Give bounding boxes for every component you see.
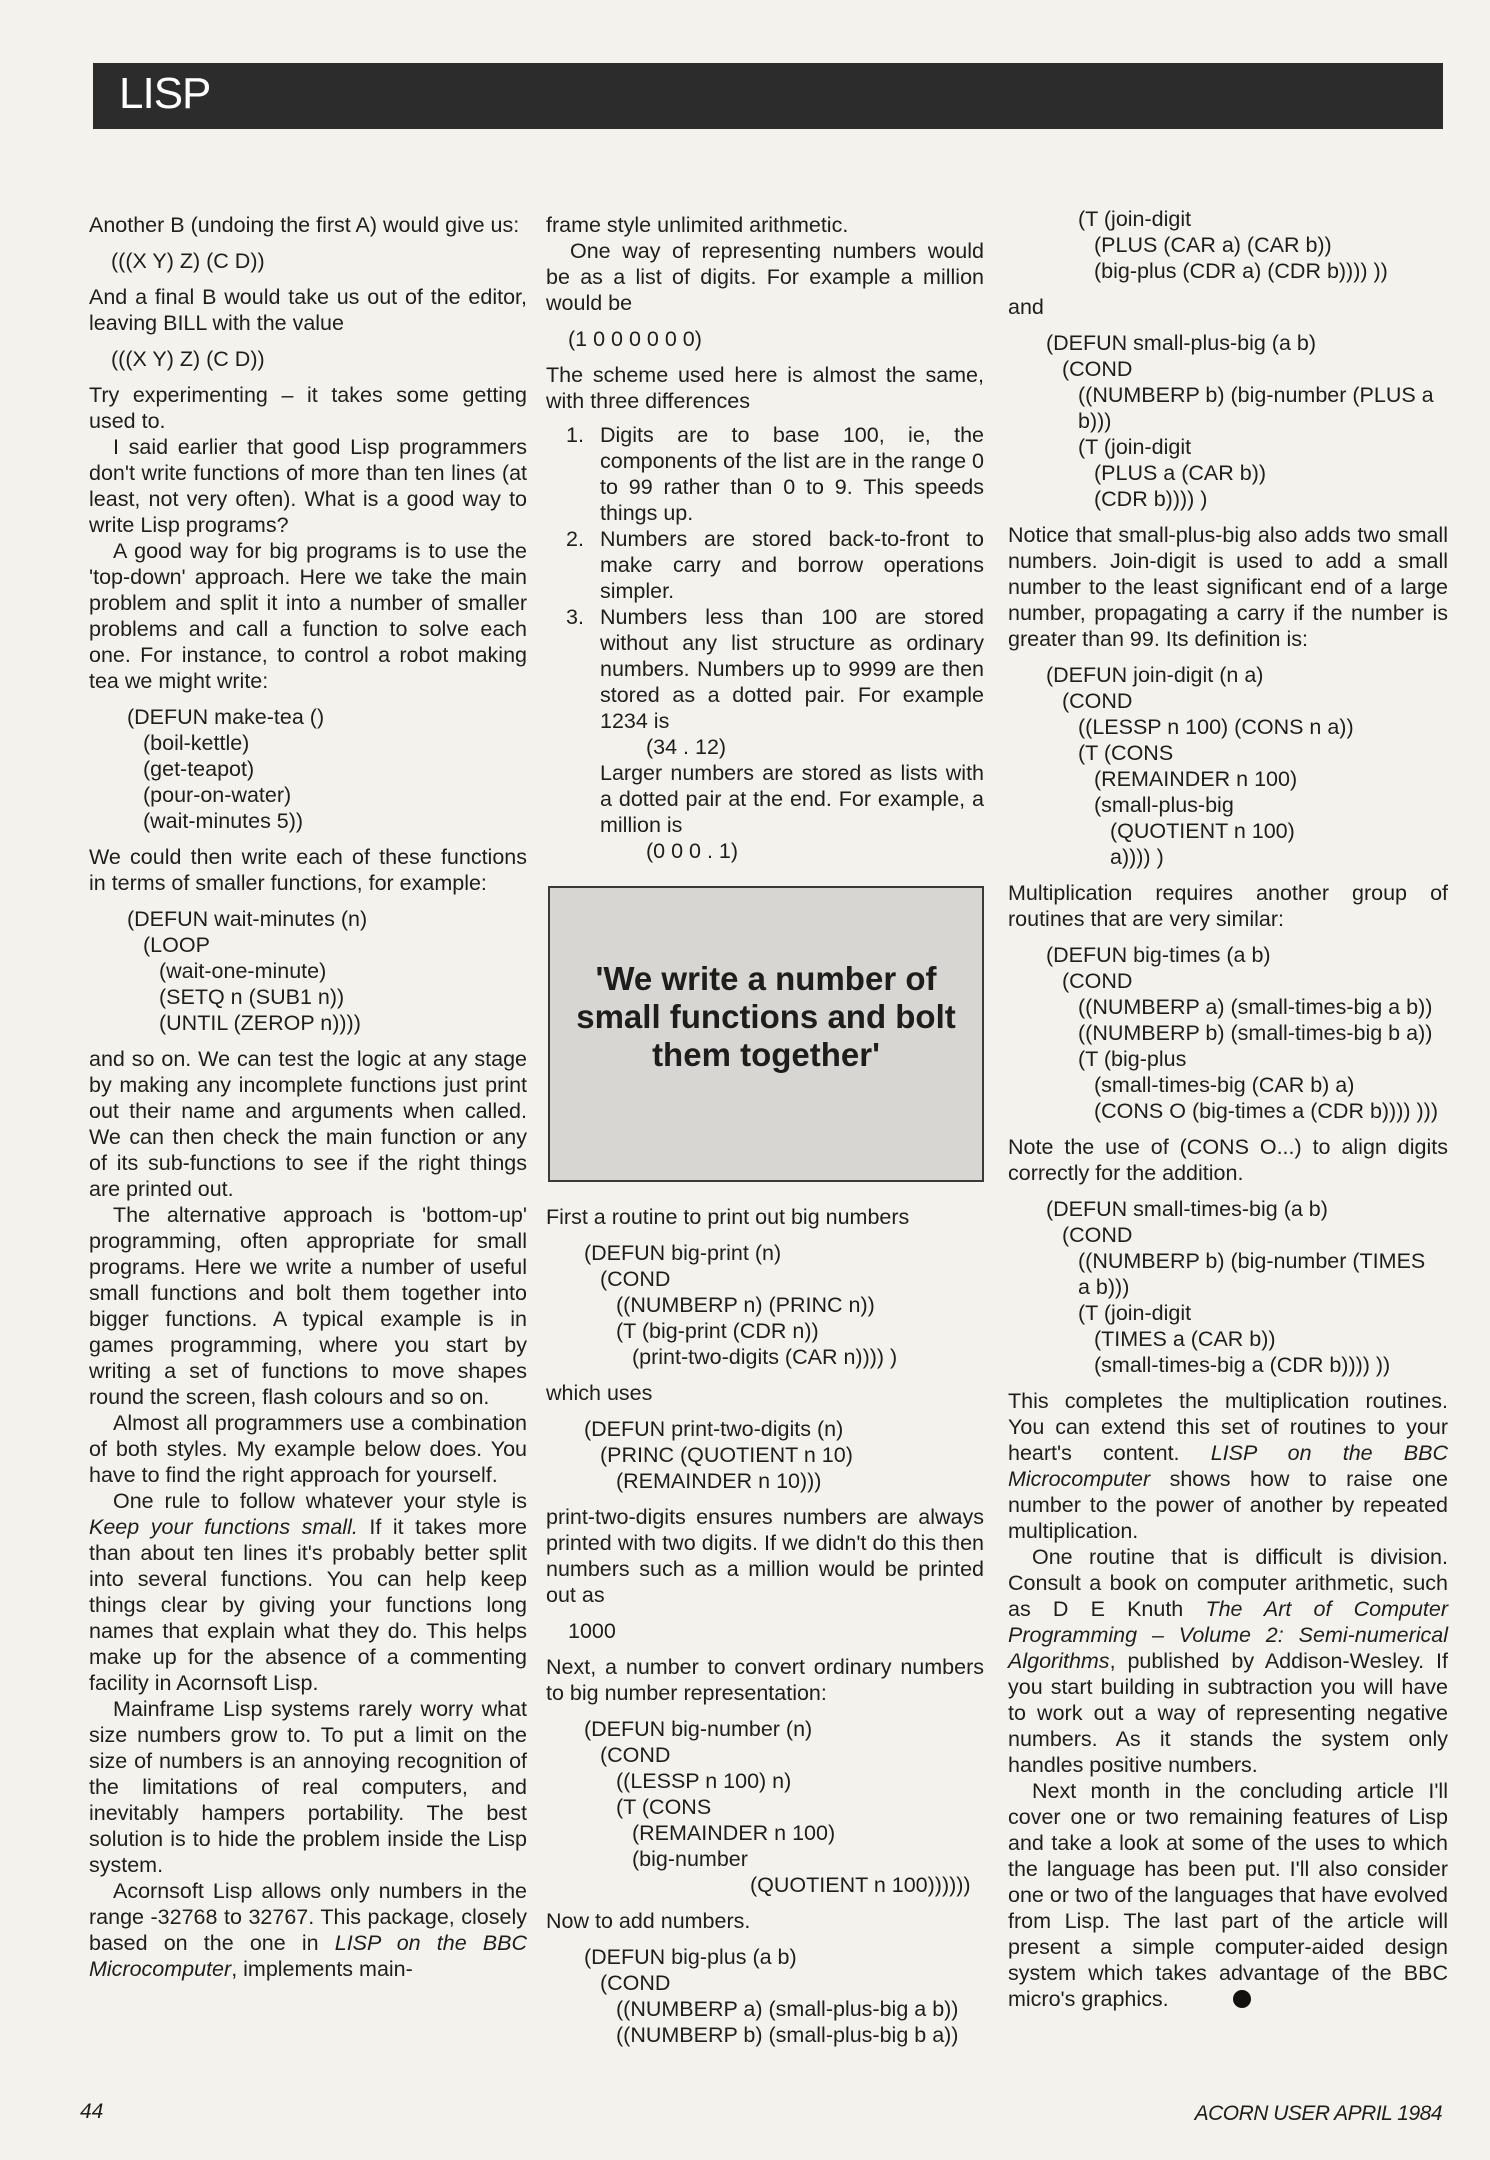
paragraph: frame style unlimited arithmetic. xyxy=(546,213,849,237)
list-number: 2. xyxy=(566,527,584,551)
code-line: (CONS O (big-times a (CDR b)))) ))) xyxy=(1094,1099,1438,1123)
paragraph xyxy=(89,1878,527,1982)
pull-quote-text: 'We write a number of small functions and bolt them together' xyxy=(576,960,956,1073)
text-run: One rule to follow whatever your style is xyxy=(113,1489,527,1513)
code-line: (T (big-plus xyxy=(1078,1047,1187,1071)
code-line: ((LESSP n 100) (CONS n a)) xyxy=(1078,715,1354,739)
code-line: (DEFUN wait-minutes (n) xyxy=(127,907,368,931)
code-line: ((NUMBERP b) (big-number (TIMES xyxy=(1078,1249,1426,1273)
list-text: Larger numbers are stored as lists with a dotted pair at the end. For example, a million is xyxy=(600,761,984,837)
code-line: a b))) xyxy=(1078,1275,1130,1299)
code-block xyxy=(89,704,527,834)
code-block xyxy=(546,1240,984,1370)
text-run: shows how to raise one number to the power of another by repeated multiplication. xyxy=(1008,1467,1448,1543)
column-1 xyxy=(89,212,527,1982)
code-line: (T (big-print (CDR n)) xyxy=(616,1319,819,1343)
page-number: 44 xyxy=(80,2100,104,2123)
code-block xyxy=(1008,330,1448,512)
code-line: (QUOTIENT n 100)))))) xyxy=(750,1873,971,1897)
code-line: (COND xyxy=(1062,689,1133,713)
paragraph: Now to add numbers. xyxy=(546,1909,751,1933)
code-block xyxy=(546,1944,984,2048)
list-number: 3. xyxy=(566,605,584,629)
numbered-list xyxy=(546,422,984,864)
code-block xyxy=(546,1716,984,1898)
paragraph: Next, a number to convert ordinary numbers to big number representation: xyxy=(546,1655,984,1705)
code-line: b))) xyxy=(1078,409,1112,433)
code-line: (UNTIL (ZEROP n)))) xyxy=(159,1011,361,1035)
paragraph: And a final B would take us out of the editor, leaving BILL with the value xyxy=(89,285,527,335)
paragraph: Multiplication requires another group of routines that are very similar: xyxy=(1008,881,1448,931)
paragraph xyxy=(89,1488,527,1696)
paragraph: Almost all programmers use a combination of both styles. My example below does. You have to find the right approach for yourself. xyxy=(89,1411,527,1487)
code-line: (((X Y) Z) (C D)) xyxy=(111,249,265,273)
code-line: (small-times-big a (CDR b)))) )) xyxy=(1094,1353,1391,1377)
code-line: (big-number xyxy=(632,1847,748,1871)
code-line: (T (join-digit xyxy=(1078,207,1192,231)
paragraph: I said earlier that good Lisp programmers don't write functions of more than ten lines (at least, not very often). What is a good way to write Lisp programs? xyxy=(89,435,527,537)
code-block xyxy=(89,906,527,1036)
code-line: ((NUMBERP n) (PRINC n)) xyxy=(616,1293,875,1317)
code-line: (PLUS (CAR a) (CAR b)) xyxy=(1094,233,1332,257)
code-line: (T (CONS xyxy=(1078,741,1174,765)
code-line: (pour-on-water) xyxy=(143,783,292,807)
code-block xyxy=(1008,206,1448,284)
emphasis: Keep your functions small. xyxy=(89,1515,358,1539)
paragraph xyxy=(1008,1388,1448,1544)
code-line: (small-times-big (CAR b) a) xyxy=(1094,1073,1355,1097)
end-mark-icon xyxy=(1233,1990,1251,2008)
code-line: (CDR b)))) ) xyxy=(1094,487,1208,511)
code-line: ((NUMBERP b) (small-times-big b a)) xyxy=(1078,1021,1433,1045)
code-line: (T (join-digit xyxy=(1078,1301,1192,1325)
code-line: (COND xyxy=(600,1267,671,1291)
list-text: Numbers less than 100 are stored without any list structure as ordinary numbers. Numbers up to 9999 are then stored as a dotted pair. For example 1234 is xyxy=(600,605,984,733)
code-line: ((NUMBERP b) (big-number (PLUS a xyxy=(1078,383,1434,407)
code-line: (wait-one-minute) xyxy=(159,959,327,983)
paragraph xyxy=(1008,1778,1448,2012)
code-line: (T (join-digit xyxy=(1078,435,1192,459)
text-run: Acornsoft Lisp allows only numbers in the range -32768 to 32767. This package, closely based on the one in xyxy=(89,1879,527,1955)
code-line: (DEFUN make-tea () xyxy=(127,705,325,729)
publication-footer: ACORN USER APRIL 1984 xyxy=(1194,2102,1442,2125)
code-line: (DEFUN small-times-big (a b) xyxy=(1046,1197,1328,1221)
code-line: (DEFUN big-times (a b) xyxy=(1046,943,1271,967)
code-line: (COND xyxy=(600,1971,671,1995)
code-line: (DEFUN join-digit (n a) xyxy=(1046,663,1264,687)
code-line: ((NUMBERP a) (small-times-big a b)) xyxy=(1078,995,1433,1019)
list-item xyxy=(546,604,984,864)
text-run: This completes the multiplication routines. You can extend this set of routines to your heart's content. xyxy=(1008,1389,1448,1465)
emphasis: The Art of Computer Programming – Volume 2: Semi-numerical Algorithms xyxy=(1008,1597,1448,1673)
pull-quote-box xyxy=(548,886,984,1182)
paragraph: The scheme used here is almost the same, with three differences xyxy=(546,363,984,413)
paragraph: which uses xyxy=(546,1381,653,1405)
emphasis: LISP on the BBC Microcomputer xyxy=(1008,1441,1448,1491)
code-line: (0 0 0 . 1) xyxy=(646,839,739,863)
code-line: (SETQ n (SUB1 n)) xyxy=(159,985,345,1009)
code-block xyxy=(546,1416,984,1494)
paragraph: Try experimenting – it takes some getting used to. xyxy=(89,383,527,433)
paragraph: print-two-digits ensures numbers are always printed with two digits. If we didn't do this then numbers such as a million would be printed out as xyxy=(546,1505,984,1607)
column-2 xyxy=(546,212,984,2058)
code-line: (LOOP xyxy=(143,933,210,957)
paragraph: A good way for big programs is to use the 'top-down' approach. Here we take the main problem and split it into a number of smaller problems and call a function to solve each one. For instance, to control a robot making tea we might write: xyxy=(89,539,527,693)
code-line: (boil-kettle) xyxy=(143,731,250,755)
paragraph: First a routine to print out big numbers xyxy=(546,1205,910,1229)
code-line: (COND xyxy=(1062,969,1133,993)
text-run: , published by Addison-Wesley. If you start building in subtraction you will have to work out a way of representing negative numbers. As it stands the system only handles positive numbers. xyxy=(1008,1649,1448,1777)
paragraph: We could then write each of these functions in terms of smaller functions, for example: xyxy=(89,845,527,895)
code-line: (COND xyxy=(1062,1223,1133,1247)
code-line: (1 0 0 0 0 0 0) xyxy=(568,327,702,351)
code-line: a)))) ) xyxy=(1110,845,1164,869)
code-block xyxy=(89,346,527,372)
emphasis: LISP on the BBC Microcomputer xyxy=(89,1931,527,1981)
paragraph: The alternative approach is 'bottom-up' programming, often appropriate for small programs. Here we write a number of useful small functions and bolt them together into bigger functions. A typical example is in games programming, where you start by writing a set of functions to move shapes round the screen, flash colours and so on. xyxy=(89,1203,527,1409)
code-line: (34 . 12) xyxy=(646,735,727,759)
code-line: (get-teapot) xyxy=(143,757,255,781)
paragraph xyxy=(1008,1544,1448,1778)
code-line: (COND xyxy=(1062,357,1133,381)
code-line: (T (CONS xyxy=(616,1795,712,1819)
code-line: (DEFUN big-number (n) xyxy=(584,1717,813,1741)
list-number: 1. xyxy=(566,423,584,447)
code-line: (DEFUN small-plus-big (a b) xyxy=(1046,331,1316,355)
paragraph: Mainframe Lisp systems rarely worry what size numbers grow to. To put a limit on the size of numbers is an annoying recognition of the limitations of real computers, and inevitably hampers portability. The best solution is to hide the problem inside the Lisp system. xyxy=(89,1697,527,1877)
code-block xyxy=(1008,662,1448,870)
code-line: ((LESSP n 100) n) xyxy=(616,1769,792,1793)
paragraph: One way of representing numbers would be as a list of digits. For example a million would be xyxy=(546,239,984,315)
paragraph: Another B (undoing the first A) would give us: xyxy=(89,213,520,237)
list-item xyxy=(546,526,984,604)
code-line: (DEFUN print-two-digits (n) xyxy=(584,1417,844,1441)
code-line: (PLUS a (CAR b)) xyxy=(1094,461,1267,485)
header-bar xyxy=(93,63,1443,129)
text-run: One routine that is difficult is division. Consult a book on computer arithmetic, such as D E Knuth xyxy=(1008,1545,1448,1621)
code-line: (DEFUN big-print (n) xyxy=(584,1241,782,1265)
text-run: , implements main- xyxy=(231,1957,413,1981)
code-line: (REMAINDER n 100) xyxy=(632,1821,836,1845)
list-text: Digits are to base 100, ie, the components of the list are in the range 0 to 99 rather than 0 to 9. This speeds things up. xyxy=(600,423,984,525)
code-block xyxy=(546,326,984,352)
code-block xyxy=(546,1618,984,1644)
code-block xyxy=(1008,942,1448,1124)
code-line: (TIMES a (CAR b)) xyxy=(1094,1327,1276,1351)
text-run: If it takes more than about ten lines it's probably better split into several functions. You can help keep things clear by giving your functions long names that explain what they do. This helps make up for the absence of a commenting facility in Acornsoft Lisp. xyxy=(89,1515,528,1695)
code-line: (print-two-digits (CAR n)))) ) xyxy=(632,1345,898,1369)
code-line: (REMAINDER n 100) xyxy=(1094,767,1298,791)
code-block xyxy=(89,248,527,274)
code-line: (DEFUN big-plus (a b) xyxy=(584,1945,797,1969)
text-run: Next month in the concluding article I'll cover one or two remaining features of Lisp and take a look at some of the uses to which the language has been put. I'll also consider one or two of the languages that have evolved from Lisp. The last part of the article will present a simple computer-aided design system which takes advantage of the BBC micro's graphics. xyxy=(1008,1779,1448,2011)
list-text: Numbers are stored back-to-front to make carry and borrow operations simpler. xyxy=(600,527,984,603)
code-line: (REMAINDER n 10))) xyxy=(616,1469,822,1493)
column-3 xyxy=(1008,206,1448,2012)
paragraph: Notice that small-plus-big also adds two small numbers. Join-digit is used to add a small number to the least significant end of a large number, propagating a carry if the number is greater than 99. Its definition is: xyxy=(1008,523,1448,651)
code-line: (PRINC (QUOTIENT n 10) xyxy=(600,1443,853,1467)
paragraph: and xyxy=(1008,295,1044,319)
code-line: (small-plus-big xyxy=(1094,793,1234,817)
paragraph: and so on. We can test the logic at any stage by making any incomplete functions just print out their name and arguments when called. We can then check the main function or any of its sub-functions to see if the right things are printed out. xyxy=(89,1047,527,1201)
list-item xyxy=(546,422,984,526)
paragraph: Note the use of (CONS O...) to align digits correctly for the addition. xyxy=(1008,1135,1448,1185)
section-title: LISP xyxy=(119,69,211,118)
code-line: 1000 xyxy=(568,1619,616,1643)
code-line: ((NUMBERP a) (small-plus-big a b)) xyxy=(616,1997,959,2021)
code-line: (big-plus (CDR a) (CDR b)))) )) xyxy=(1094,259,1388,283)
code-block xyxy=(1008,1196,1448,1378)
code-line: (COND xyxy=(600,1743,671,1767)
code-line: ((NUMBERP b) (small-plus-big b a)) xyxy=(616,2023,959,2047)
code-line: (((X Y) Z) (C D)) xyxy=(111,347,265,371)
code-line: (wait-minutes 5)) xyxy=(143,809,304,833)
code-line: (QUOTIENT n 100) xyxy=(1110,819,1295,843)
